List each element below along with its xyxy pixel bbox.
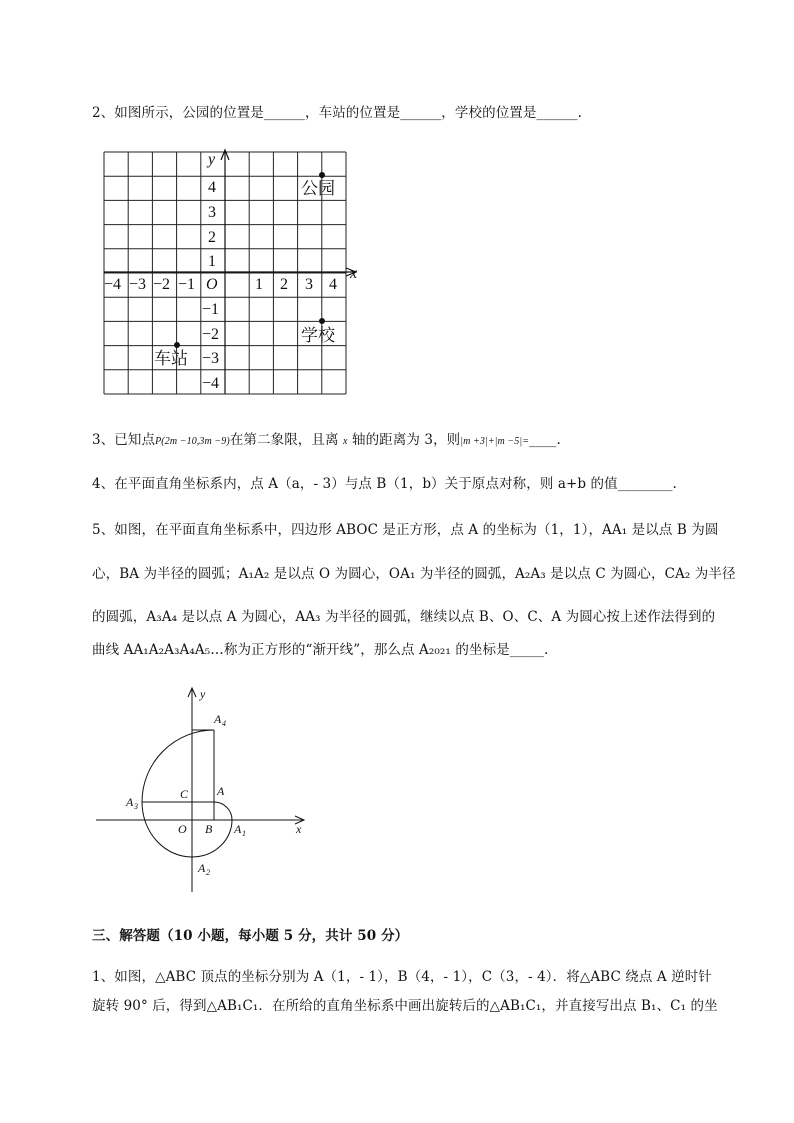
question-4-text: 4、在平面直角坐标系内，点 A（a，- 3）与点 B（1，b）关于原点对称，则 a+b 的值________. — [92, 476, 677, 492]
fig-point-a1-label — [233, 822, 246, 838]
y-tick-label: 2 — [208, 229, 216, 246]
question-5-line-3: 的圆弧，A₃A₄ 是以点 A 为圆心，AA₃ 为半径的圆弧，继续以点 B、O、C、A 为圆心按上述作法得到的 — [92, 609, 716, 625]
involute-figure — [92, 686, 322, 896]
park-point — [319, 172, 325, 178]
fig-point-a-label: A — [217, 784, 225, 798]
y-tick-label: 1 — [208, 253, 216, 270]
y-tick-label: 4 — [208, 179, 216, 196]
fig-a2-letter: A — [198, 861, 206, 875]
x-tick-label: 4 — [329, 276, 337, 293]
y-tick-label: −3 — [202, 350, 220, 367]
section-3-title: 三、解答题（10 小题，每小题 5 分，共计 50 分） — [92, 928, 409, 944]
question-3-axis: x — [343, 436, 348, 447]
question-3-pre: 3、已知点 — [92, 432, 156, 448]
x-axis-label: x — [350, 265, 358, 282]
x-tick-label: 3 — [305, 276, 313, 293]
y-tick-label: 3 — [208, 204, 216, 221]
question-3-blank: ____. — [529, 432, 561, 448]
x-tick-label: 2 — [280, 276, 288, 293]
question-3-expr: |m +3|+|m −5|= — [460, 436, 530, 447]
fig-a3-sub: 3 — [134, 802, 138, 811]
fig-point-c-label: C — [180, 787, 189, 801]
question-5-line-2: 心，BA 为半径的圆弧；A₁A₂ 是以点 O 为圆心，OA₁ 为半径的圆弧，A₂A₃ 是以点 C 为圆心，CA₂ 为半径 — [92, 566, 736, 582]
y-tick-label: −2 — [202, 326, 220, 343]
fig-a1-sub: 1 — [242, 829, 246, 838]
fig-a3-letter: A — [126, 795, 134, 809]
school-label: 学校 — [301, 326, 335, 346]
fig-origin-label: O — [178, 822, 187, 836]
x-tick-label: −1 — [178, 276, 196, 293]
fig-y-label: y — [200, 687, 206, 701]
question-5-line-4: 曲线 AA₁A₂A₃A₄A₅…称为正方形的“渐开线”，那么点 A₂₀₂₁ 的坐标是_____. — [92, 642, 549, 658]
y-tick-label: −4 — [202, 375, 220, 392]
fig-a1-letter: A — [234, 822, 242, 836]
question-2-text: 2、如图所示，公园的位置是______，车站的位置是______，学校的位置是______. — [92, 105, 582, 121]
question-3 — [92, 428, 561, 448]
section-3-question-1-line-1: 1、如图，△ABC 顶点的坐标分别为 A（1，- 1），B（4，- 1），C（3，- 4）．将△ABC 绕点 A 逆时针 — [92, 969, 712, 985]
y-axis-label: y — [208, 151, 216, 168]
fig-y-axis — [188, 688, 196, 892]
x-tick-label: −4 — [104, 276, 122, 293]
school-point — [319, 318, 325, 324]
fig-a4-sub: 4 — [222, 719, 226, 728]
park-label: 公园 — [301, 179, 335, 199]
station-point — [174, 342, 180, 348]
x-tick-labels — [104, 276, 337, 293]
station-label: 车站 — [154, 349, 188, 369]
fig-point-a2-label — [197, 861, 210, 877]
fig-x-label: x — [296, 822, 302, 836]
fig-point-a3-label — [125, 795, 138, 811]
fig-point-a4-label — [213, 712, 226, 728]
section-3-question-1-line-2: 旋转 90° 后，得到△AB₁C₁．在所给的直角坐标系中画出旋转后的△AB₁C₁，并直接写出点 B₁、C₁ 的坐 — [92, 998, 718, 1014]
question-5-line-1: 5、如图，在平面直角坐标系中，四边形 ABOC 是正方形，点 A 的坐标为（1，1），AA₁ 是以点 B 为圆 — [92, 522, 719, 538]
question-3-post: 轴的距离为 3，则 — [351, 432, 461, 448]
x-tick-label: −3 — [129, 276, 147, 293]
origin-label: O — [206, 276, 218, 293]
coordinate-grid-figure — [100, 148, 370, 398]
question-3-point: P(2m −10,3m −9) — [155, 436, 230, 447]
fig-a2-sub: 2 — [206, 868, 210, 877]
x-tick-label: 1 — [255, 276, 263, 293]
x-axis — [104, 268, 356, 276]
y-tick-label: −1 — [202, 301, 220, 318]
x-tick-label: −2 — [153, 276, 171, 293]
question-3-mid: 在第二象限，且离 — [229, 432, 339, 448]
fig-point-b-label: B — [205, 822, 213, 836]
fig-a4-letter: A — [214, 712, 222, 726]
